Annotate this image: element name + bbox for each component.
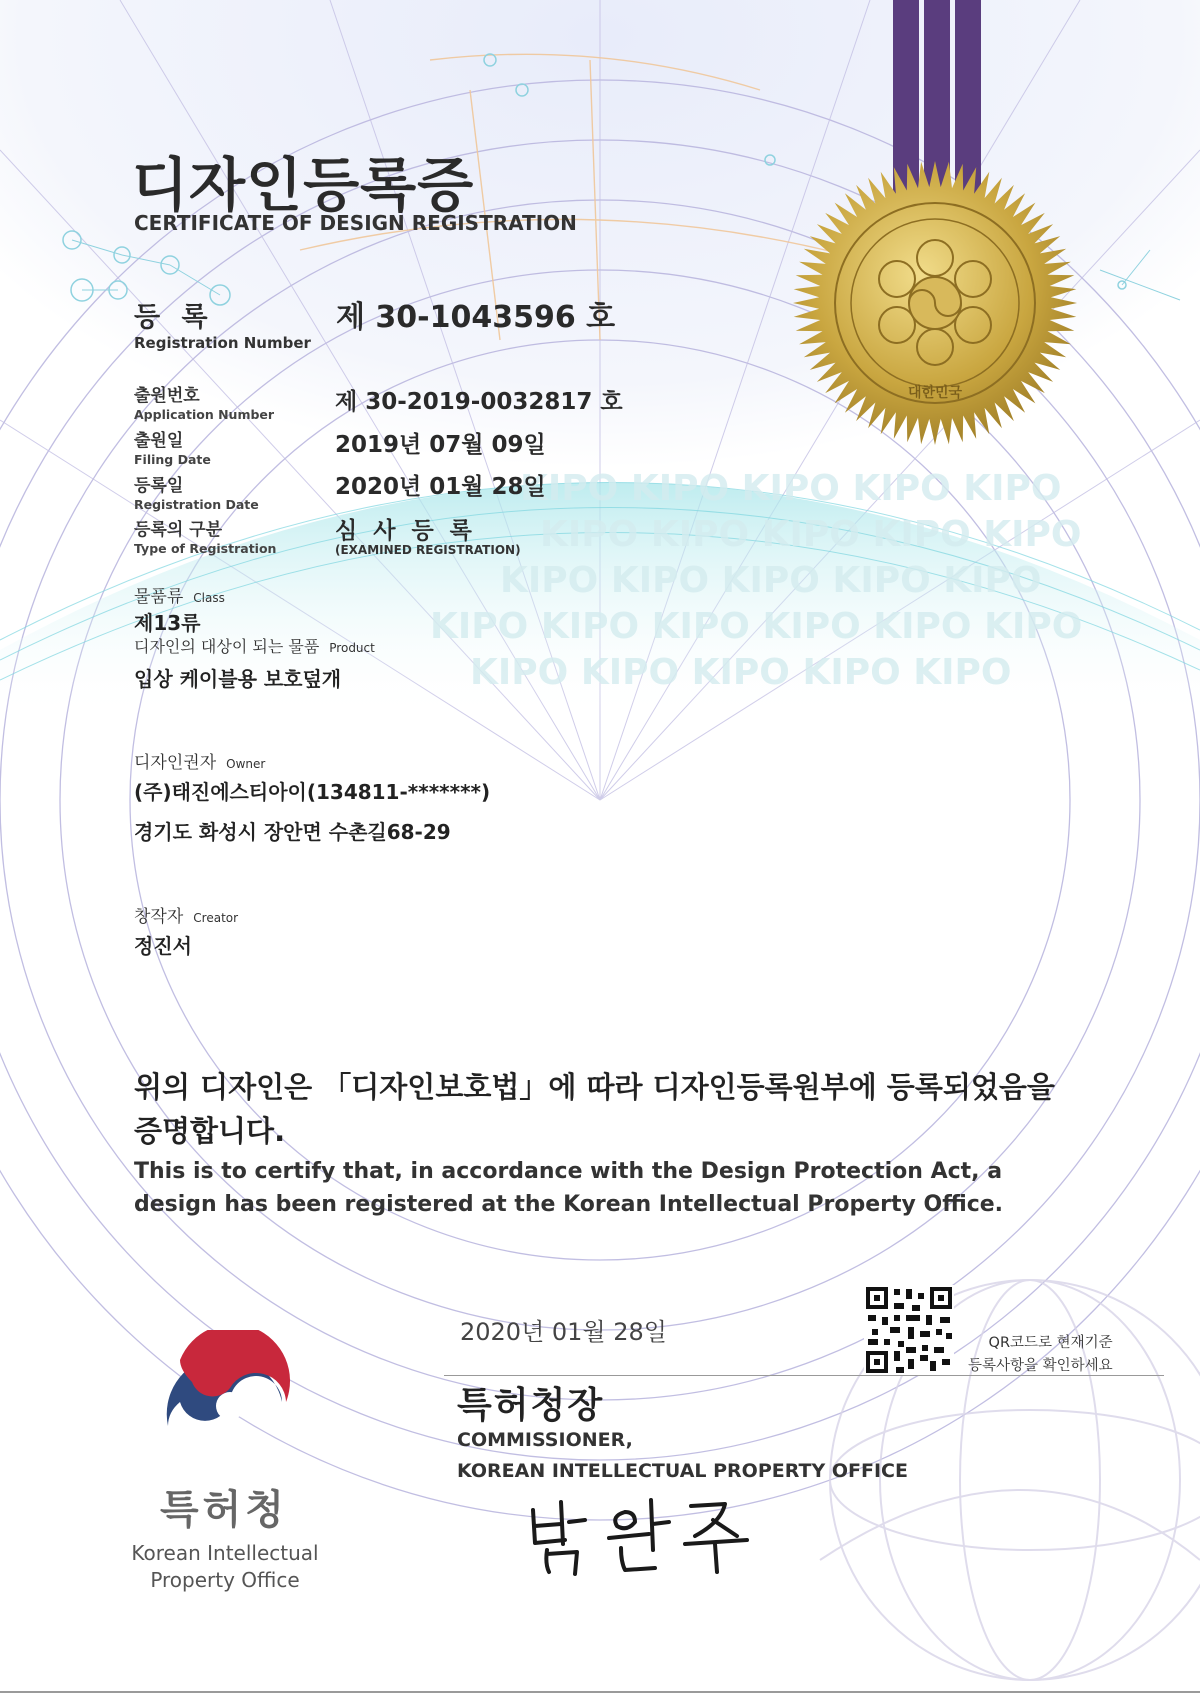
svg-text:KIPO KIPO KIPO KIPO KIPO: KIPO KIPO KIPO KIPO KIPO KIPO [430, 606, 1083, 647]
registration-label: 등 록 [134, 302, 214, 333]
registration-date: 2020년 01월 28일 [335, 474, 546, 500]
application-number-label-en: Application Number [134, 407, 275, 422]
svg-text:KIPO KIPO KIPO KIPO KIPO: KIPO KIPO KIPO KIPO KIPO [540, 514, 1082, 555]
svg-text:대한민국: 대한민국 [907, 385, 963, 401]
registration-date-label: 등록일 [134, 476, 184, 496]
registration-number: 제 30-1043596 호 [336, 300, 616, 335]
certification-text: 위의 디자인은 「디자인보호법」에 따라 디자인등록원부에 등록되었음을 증명합니다. [134, 1070, 1055, 1148]
svg-text:KIPO KIPO KIPO KIPO KIPO: KIPO KIPO KIPO KIPO KIPO [470, 652, 1012, 693]
kipo-taeguk-logo-icon [150, 1330, 296, 1470]
qr-code-icon [864, 1285, 954, 1375]
filing-date-label-en: Filing Date [134, 452, 211, 467]
registration-date-label-en: Registration Date [134, 497, 259, 512]
creator-label: 창작자 Creator [134, 907, 239, 927]
commissioner-title-en: COMMISSIONER, KOREAN INTELLECTUAL PROPERTY OFFICE [457, 1429, 908, 1482]
svg-text:KIPO KIPO KIPO KIPO KIPO: KIPO KIPO KIPO KIPO KIPO [520, 468, 1062, 509]
svg-text:KIPO KIPO KIPO KIPO KIPO: KIPO KIPO KIPO KIPO KIPO [500, 560, 1042, 601]
application-number: 제 30-2019-0032817 호 [335, 389, 623, 415]
filing-date: 2019년 07월 09일 [335, 432, 546, 458]
owner-name: (주)태진에스티아이(134811-*******) [134, 780, 491, 804]
owner-label: 디자인권자 Owner [134, 753, 266, 773]
registration-type-label: 등록의 구분 [134, 520, 223, 540]
signature-icon [525, 1488, 765, 1578]
product-value: 입상 케이블용 보호덮개 [134, 667, 342, 691]
registration-type-label-en: Type of Registration [134, 541, 277, 556]
class-label: 물품류 Class [134, 587, 225, 607]
application-number-label: 출원번호 [134, 386, 200, 406]
commissioner-title: 특허청장 [457, 1385, 605, 1426]
certificate-title: 디자인등록증 [132, 151, 475, 219]
qr-note: QR코드로 현재기준 등록사항을 확인하세요 [968, 1335, 1113, 1374]
product-label: 디자인의 대상이 되는 물품 Product [134, 637, 375, 656]
registration-label-en: Registration Number [134, 334, 311, 352]
certificate-title-en: CERTIFICATE OF DESIGN REGISTRATION [134, 211, 577, 235]
signature-divider [444, 1375, 1164, 1376]
creator-name: 정진서 [134, 934, 192, 958]
seal-icon [790, 158, 1080, 448]
issue-date: 2020년 01월 28일 [460, 1318, 667, 1346]
registration-type: 심 사 등 록 [335, 518, 476, 544]
class-value: 제13류 [134, 611, 201, 635]
kipo-logo-name-en: Korean Intellectual Property Office [131, 1541, 319, 1592]
registration-type-en: (EXAMINED REGISTRATION) [335, 543, 521, 557]
owner-address: 경기도 화성시 장안면 수촌길68-29 [134, 820, 451, 844]
filing-date-label: 출원일 [134, 431, 184, 451]
certification-text-en: This is to certify that, in accordance with the Design Protection Act, a design has been registered at the Korean Intellectual Property Office. [134, 1159, 1004, 1217]
kipo-logo-name: 특허청 [160, 1487, 288, 1533]
